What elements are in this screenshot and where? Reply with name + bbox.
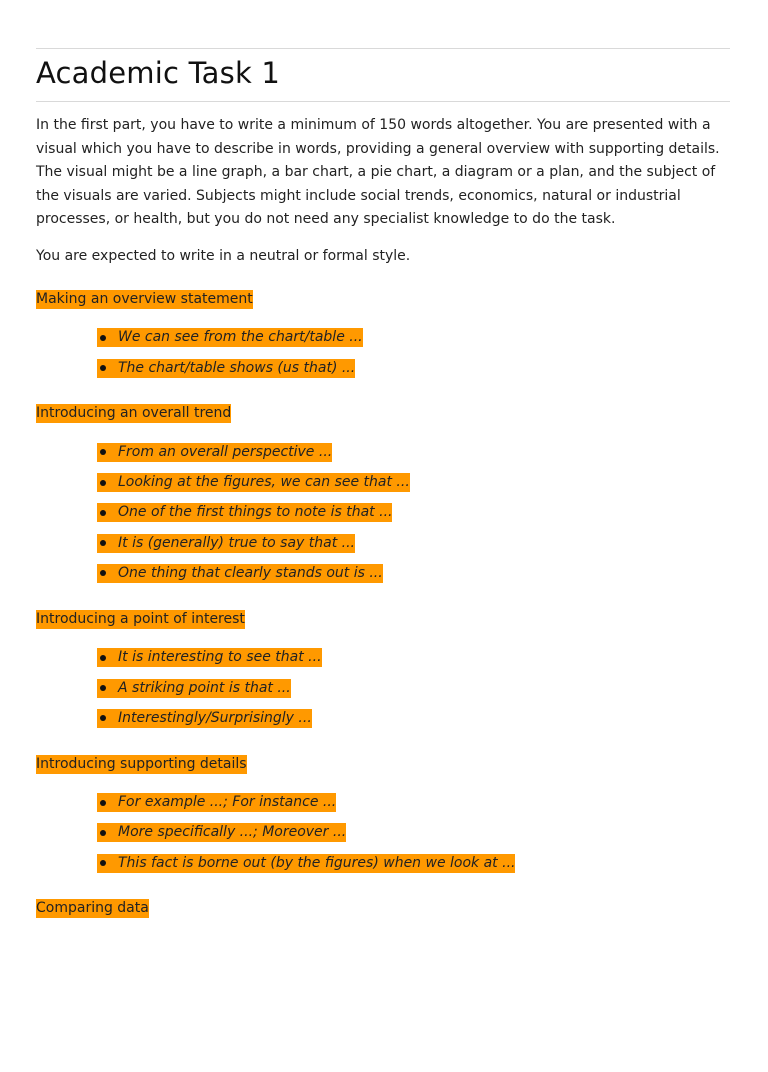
bullet-icon: [100, 685, 106, 691]
bullet-icon: [100, 449, 106, 455]
list-item: [97, 643, 730, 673]
bullet-icon: [100, 570, 106, 576]
phrase-text: One thing that clearly stands out is ...: [118, 564, 383, 581]
bullet-icon: [100, 335, 106, 341]
phrase-text: One of the first things to note is that ...: [118, 504, 393, 521]
section-overall-trend: [36, 402, 730, 588]
list-item: [97, 818, 730, 848]
list-item: [97, 528, 730, 558]
section-title: Making an overview statement: [36, 290, 253, 307]
page-title: Academic Task 1: [36, 56, 281, 90]
phrase-text: For example ...; For instance ...: [118, 794, 337, 811]
list-item: [97, 703, 730, 733]
phrase-text: Interestingly/Surprisingly ...: [118, 709, 312, 726]
bullet-icon: [100, 655, 106, 661]
list-item: [97, 467, 730, 497]
style-paragraph: You are expected to write in a neutral or formal style.: [36, 247, 411, 264]
phrase-text: We can see from the chart/table ...: [118, 329, 363, 346]
section-title: Introducing an overall trend: [36, 405, 232, 422]
bullet-icon: [100, 715, 106, 721]
list-item: [97, 437, 730, 467]
phrase-list: [36, 788, 730, 879]
bullet-icon: [100, 365, 106, 371]
intro-paragraph: In the first part, you have to write a minimum of 150 words altogether. You are presented with a visual which you have to describe in words, providing a general overview with supporting details. The visual might be a line graph, a bar chart, a pie chart, a diagram or a plan, and the subject of the visuals are varied. Subjects might include social trends, economics, natural or industrial processes, or health, but you do not need any specialist knowledge to do the task.: [36, 117, 720, 228]
phrase-list: [36, 437, 730, 588]
list-item: [97, 558, 730, 588]
bullet-icon: [100, 830, 106, 836]
phrase-text: A striking point is that ...: [118, 679, 291, 696]
list-item: [97, 848, 730, 878]
list-item: [97, 353, 730, 383]
section-title: Comparing data: [36, 900, 149, 917]
section-title: Introducing a point of interest: [36, 610, 245, 627]
list-item: [97, 673, 730, 703]
phrase-text: The chart/table shows (us that) ...: [118, 359, 356, 376]
bullet-icon: [100, 540, 106, 546]
phrase-text: This fact is borne out (by the figures) when we look at ...: [118, 854, 516, 871]
section-title: Introducing supporting details: [36, 755, 247, 772]
bullet-icon: [100, 800, 106, 806]
bullet-icon: [100, 860, 106, 866]
phrase-list: [36, 643, 730, 734]
phrase-text: Looking at the figures, we can see that ...: [118, 474, 410, 491]
section-overview-statement: [36, 288, 730, 384]
section-point-of-interest: [36, 608, 730, 734]
phrase-text: From an overall perspective ...: [118, 443, 333, 460]
list-item: [97, 498, 730, 528]
phrase-text: It is (generally) true to say that ...: [118, 534, 355, 551]
bullet-icon: [100, 510, 106, 516]
top-divider: [36, 48, 730, 49]
phrase-text: More specifically ...; Moreover ...: [118, 824, 347, 841]
list-item: [97, 788, 730, 818]
section-supporting-details: [36, 753, 730, 879]
bullet-icon: [100, 480, 106, 486]
phrase-text: It is interesting to see that ...: [118, 649, 322, 666]
document-page: [0, 48, 768, 1072]
section-comparing-data: [36, 897, 730, 918]
phrase-list: [36, 323, 730, 384]
title-divider: [36, 101, 730, 102]
list-item: [97, 323, 730, 353]
